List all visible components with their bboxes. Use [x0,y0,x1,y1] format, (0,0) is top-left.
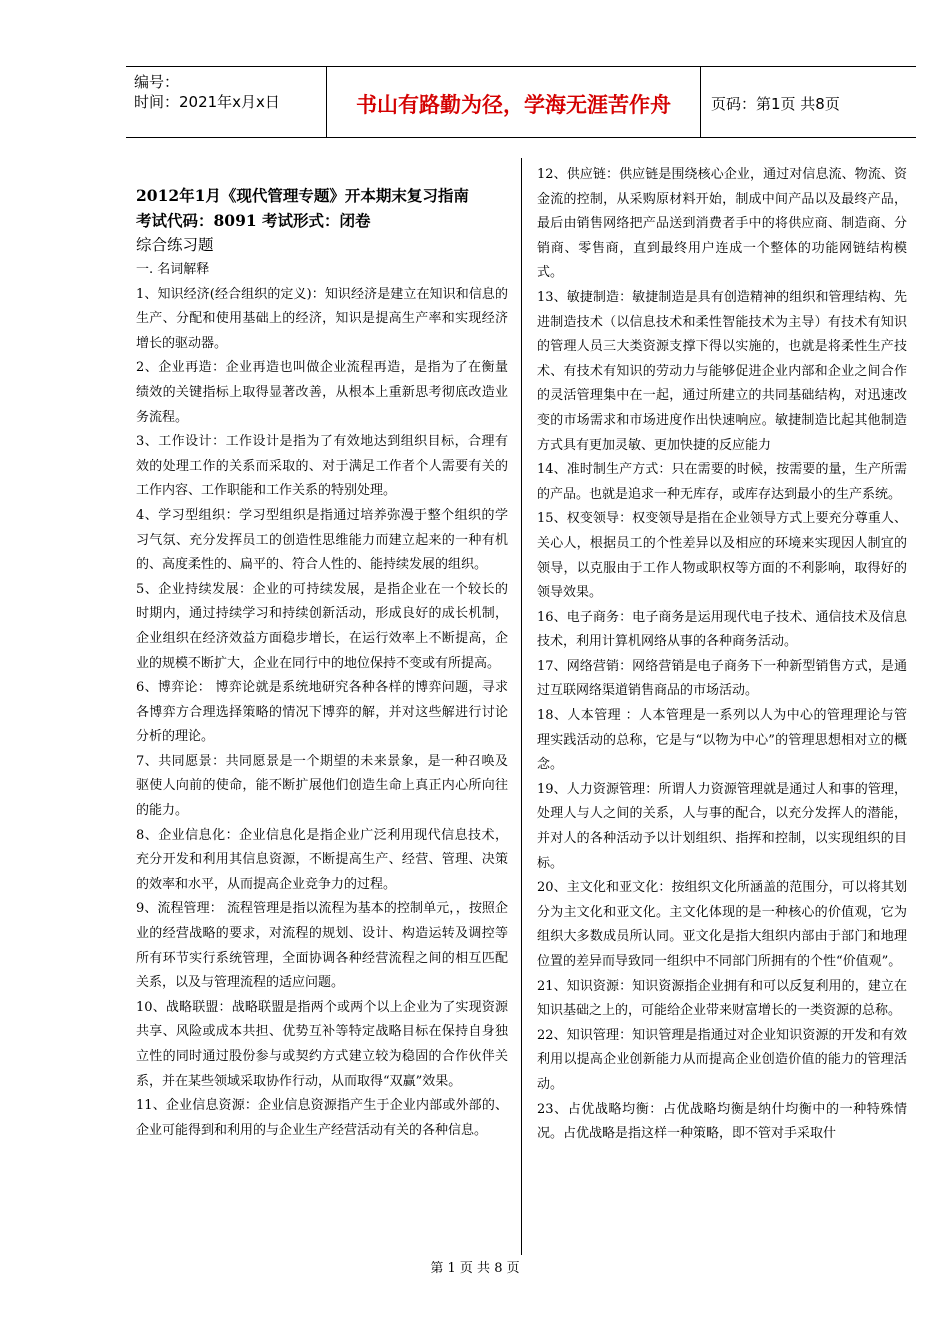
term-item: 22、知识管理：知识管理是指通过对企业知识资源的开发和有效利用以提高企业创新能力从而提高企业创造价值的能力的管理活动。 [537,1027,907,1092]
header-meta-cell [126,67,327,137]
term-item: 21、知识资源：知识资源指企业拥有和可以反复利用的，建立在知识基础之上的，可能给企业带来财富增长的一类资源的总称。 [537,978,907,1019]
term-item: 23、占优战略均衡：占优战略均衡是纳什均衡中的一种特殊情况。占优战略是指这样一种策略，即不管对手采取什 [537,1101,907,1142]
section-heading: 一. 名词解释 [136,262,210,277]
term-item: 11、企业信息资源：企业信息资源指产生于企业内部或外部的、企业可能得到和利用的与企业生产经营活动有关的各种信息。 [136,1098,508,1138]
page-footer: 第 1 页 共 8 页 [430,1261,520,1276]
term-item: 17、网络营销：网络营销是电子商务下一种新型销售方式，是通过互联网络渠道销售商品的市场活动。 [537,658,907,699]
column-divider [521,158,522,1255]
header-motto: 书山有路勤为径，学海无涯苦作舟 [356,92,671,117]
term-item: 15、权变领导：权变领导是指在企业领导方式上要充分尊重人、关心人，根据员工的个性差异以及相应的环境来实现因人制宜的领导，以克服由于工作人物或职权等方面的不利影响，取得好的领导效果。 [537,511,907,601]
term-item: 19、人力资源管理：所谓人力资源管理就是通过人和事的管理，处理人与人之间的关系，人与事的配合，以充分发挥人的潜能，并对人的各种活动予以计划组织、指挥和控制，以实现组织的目标。 [537,781,907,871]
exam-info: 考试代码：8091 考试形式：闭卷 [136,211,371,230]
term-item: 5、企业持续发展：企业的可持续发展，是指企业在一个较长的时期内，通过持续学习和持续创新活动，形成良好的成长机制，企业组织在经济效益方面稳步增长，在运行效率上不断提高，企业的规模不断扩大，企业在同行中的地位保持不变或有所提高。 [136,581,508,671]
term-item: 16、电子商务：电子商务是运用现代电子技术、通信技术及信息技术，利用计算机网络从事的各种商务活动。 [537,609,907,650]
term-item: 12、供应链：供应链是围绕核心企业，通过对信息流、物流、资金流的控制，从采购原材料开始，制成中间产品以及最终产品，最后由销售网络把产品送到消费者手中的将供应商、制造商、分销商、零售商，直到最终用户连成一个整体的功能网链结构模式。 [537,167,907,281]
term-item: 10、战略联盟：战略联盟是指两个或两个以上企业为了实现资源共享、风险或成本共担、优势互补等特定战略目标在保持自身独立性的同时通过股份参与或契约方式建立较为稳固的合作伙伴关系，并在某些领域采取协作行动，从而取得“双赢”效果。 [136,999,508,1089]
term-item: 4、学习型组织：学习型组织是指通过培养弥漫于整个组织的学习气氛、充分发挥员工的创造性思维能力而建立起来的一种有机的、高度柔性的、扁平的、符合人性的、能持续发展的组织。 [136,507,508,573]
term-item: 13、敏捷制造：敏捷制造是具有创造精神的组织和管理结构、先进制造技术（以信息技术和柔性智能技术为主导）有技术有知识的管理人员三大类资源支撑下得以实施的，也就是将柔性生产技术、有技术有知识的劳动力与能够促进企业内部和企业之间合作的灵活管理集中在一起，通过所建立的共同基础结构，对迅速改变的市场需求和市场进度作出快速响应。敏捷制造比起其他制造方式具有更加灵敏、更加快捷的反应能力 [537,289,907,453]
header-page-info: 页码：第1页 共8页 [711,95,840,113]
term-item: 9、流程管理： 流程管理是指以流程为基本的控制单元，，按照企业的经营战略的要求，对流程的规划、设计、构造运转及调控等所有环节实行系统管理，全面协调各种经营流程之间的相互匹配关系，以及与管理流程的适应问题。 [136,901,508,991]
page-header [126,66,916,138]
document-title: 2012年1月《现代管理专题》开本期末复习指南 [136,186,469,205]
header-page-cell [701,67,916,137]
term-item: 6、博弈论： 博弈论就是系统地研究各种各样的博弈问题，寻求各博弈方合理选择策略的情况下博弈的解，并对这些解进行讨论分析的理论。 [136,680,508,745]
term-item: 8、企业信息化：企业信息化是指企业广泛利用现代信息技术，充分开发和利用其信息资源，不断提高生产、经营、管理、决策的效率和水平，从而提高企业竞争力的过程。 [136,827,508,892]
document-number-label: 编号： [134,73,180,91]
term-item: 20、主文化和亚文化：按组织文化所涵盖的范围分，可以将其划分为主文化和亚文化。主文化体现的是一种核心的价值观，它为组织大多数成员所认同。亚文化是指大组织内部由于部门和地理位置的差异而导致同一组织中不同部门所拥有的个性“价值观”。 [537,880,907,969]
right-column [537,163,907,1147]
document-time-label: 时间：2021年x月x日 [134,93,280,111]
header-motto-cell [327,67,701,137]
term-item: 2、企业再造：企业再造也叫做企业流程再造，是指为了在衡量绩效的关键指标上取得显著改善，从根本上重新思考彻底改造业务流程。 [136,360,508,425]
term-item: 1、知识经济(经合组织的定义)：知识经济是建立在知识和信息的生产、分配和使用基础上的经济，知识是提高生产率和实现经济增长的驱动器。 [136,286,508,351]
term-item: 14、准时制生产方式：只在需要的时候，按需要的量，生产所需的产品。也就是追求一种无库存，或库存达到最小的生产系统。 [537,462,907,502]
document-subtitle: 综合练习题 [136,236,214,254]
column-top-spacer [136,163,508,183]
term-item: 18、人本管理 ：人本管理是一系列以人为中心的管理理论与管理实践活动的总称，它是与“以物为中心”的管理思想相对立的概念。 [537,708,907,773]
term-item: 7、共同愿景：共同愿景是一个期望的未来景象，是一种召唤及驱使人向前的使命，能不断扩展他们创造生命上真正内心所向往的能力。 [136,753,508,819]
left-column [136,163,508,1143]
term-item: 3、工作设计：工作设计是指为了有效地达到组织目标，合理有效的处理工作的关系而采取的、对于满足工作者个人需要有关的工作内容、工作职能和工作关系的特别处理。 [136,434,508,499]
